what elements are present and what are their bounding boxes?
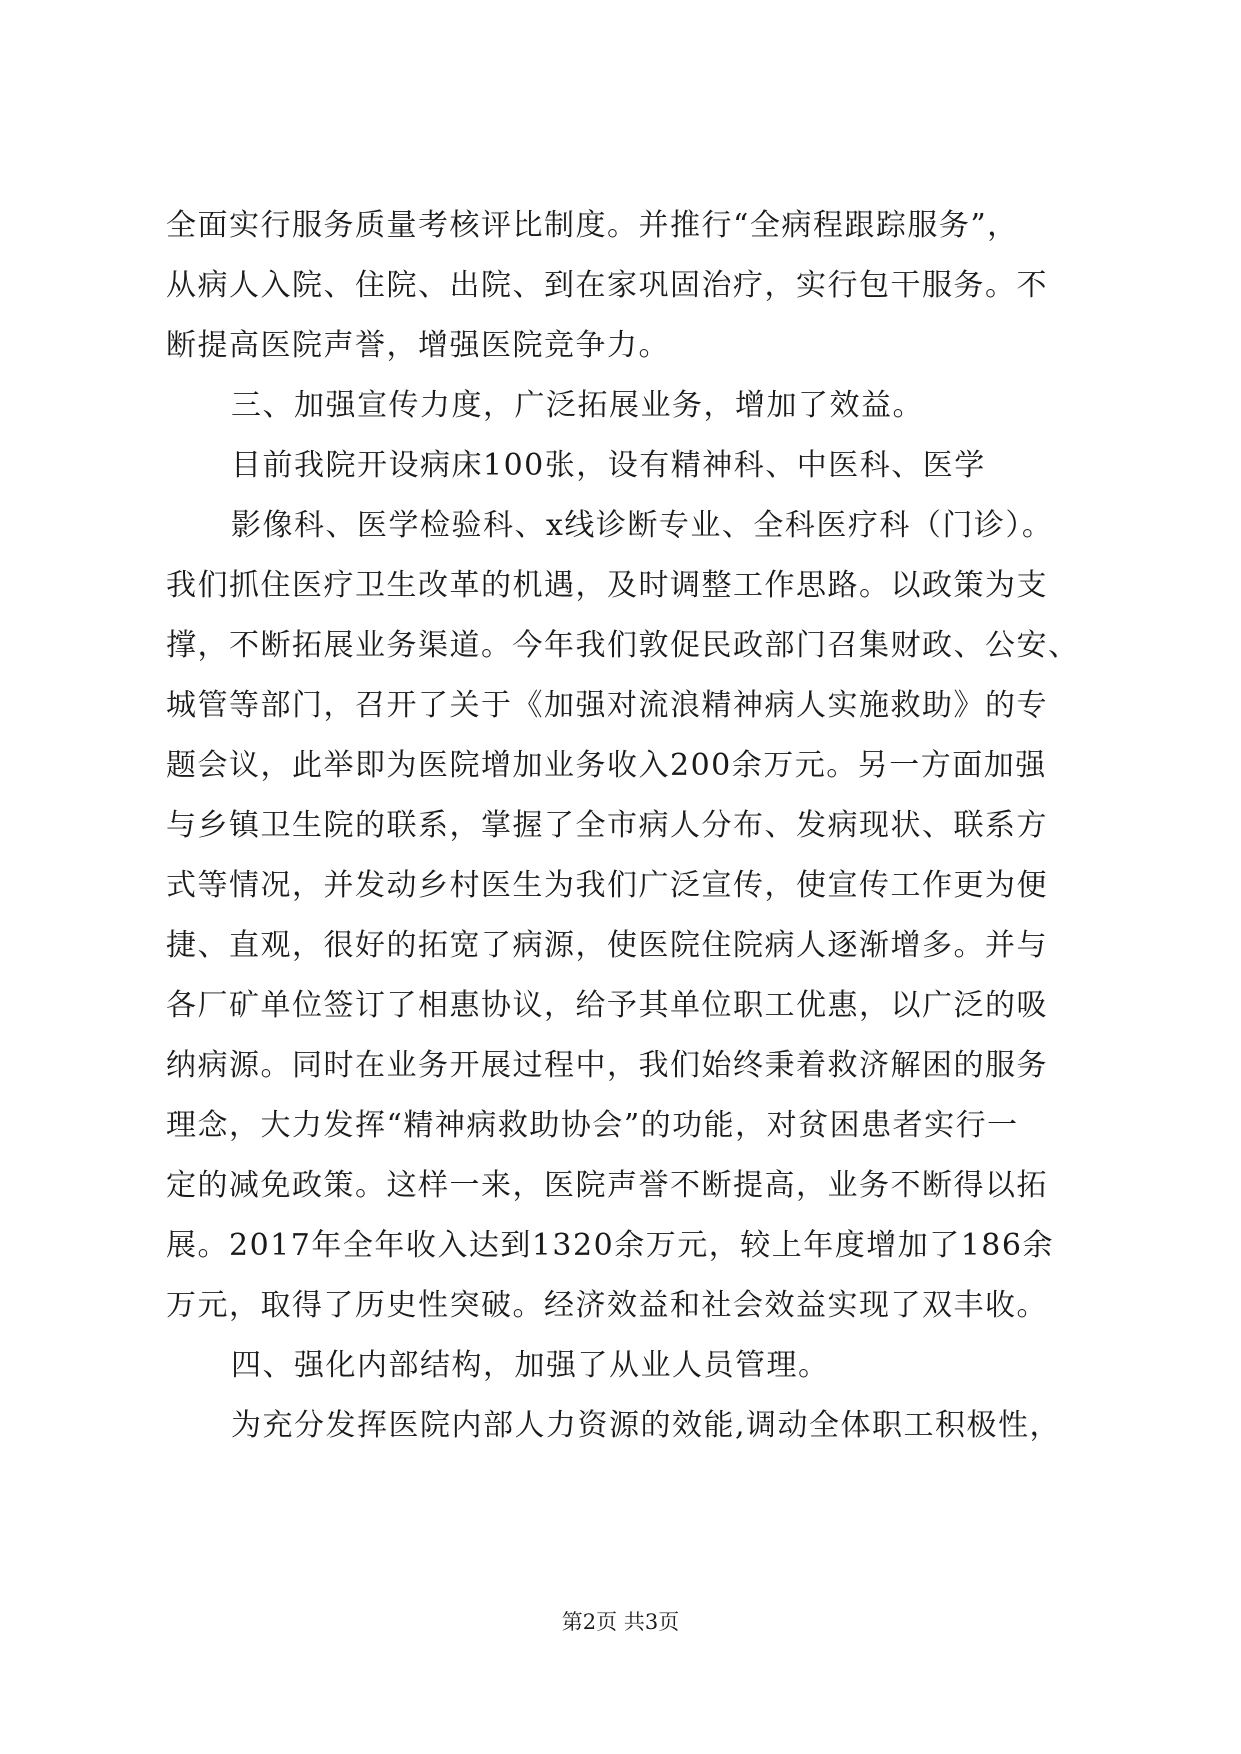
body-line: 城管等部门，召开了关于《加强对流浪精神病人实施救助》的专 [166,688,1048,723]
body-line: 撑，不断拓展业务渠道。今年我们敦促民政部门召集财政、公安、 [166,628,1080,663]
body-line: 捷、直观，很好的拓宽了病源，使医院住院病人逐渐增多。并与 [166,928,1048,963]
body-line: 影像科、医学检验科、x线诊断专业、全科医疗科（门诊）。 [231,508,1054,543]
body-line: 从病人入院、住院、出院、到在家巩固治疗，实行包干服务。不 [166,268,1048,303]
body-line: 各厂矿单位签订了相惠协议，给予其单位职工优惠，以广泛的吸 [166,988,1048,1023]
body-line: 展。2017年全年收入达到1320余万元，较上年度增加了186余 [166,1228,1054,1263]
body-line: 理念，大力发挥“精神病救助协会”的功能，对贫困患者实行一 [166,1108,1019,1143]
body-line: 纳病源。同时在业务开展过程中，我们始终秉着救济解困的服务 [166,1048,1048,1083]
page-number-footer: 第2页 共3页 [561,1610,680,1634]
body-line: 题会议，此举即为医院增加业务收入200余万元。另一方面加强 [166,748,1047,783]
body-line: 为充分发挥医院内部人力资源的效能,调动全体职工积极性， [231,1408,1062,1443]
body-line: 定的减免政策。这样一来，医院声誉不断提高，业务不断得以拓 [166,1168,1048,1203]
body-line: 我们抓住医疗卫生改革的机遇，及时调整工作思路。以政策为支 [166,568,1048,603]
body-line: 全面实行服务质量考核评比制度。并推行“全病程跟踪服务”， [166,208,1019,243]
body-line: 断提高医院声誉，增强医院竞争力。 [166,328,670,363]
body-line: 目前我院开设病床100张，设有精神科、中医科、医学 [231,448,986,483]
body-line: 与乡镇卫生院的联系，掌握了全市病人分布、发病现状、联系方 [166,808,1048,843]
body-line: 万元，取得了历史性突破。经济效益和社会效益实现了双丰收。 [166,1288,1048,1323]
section-heading: 四、强化内部结构，加强了从业人员管理。 [231,1348,830,1383]
section-heading: 三、加强宣传力度，广泛拓展业务，增加了效益。 [231,388,924,423]
body-line: 式等情况，并发动乡村医生为我们广泛宣传，使宣传工作更为便 [166,868,1048,903]
